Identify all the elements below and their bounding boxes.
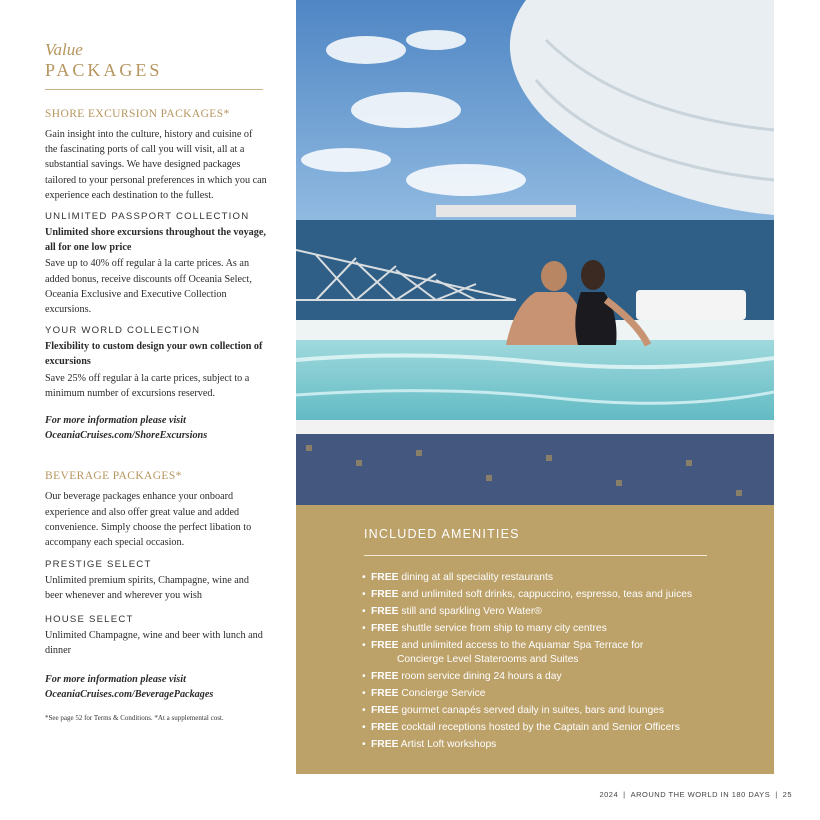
footer-year: 2024: [599, 790, 619, 799]
included-amenities-panel: [296, 505, 774, 774]
amenity-text: cocktail receptions hosted by the Captain and Senior Officers: [398, 722, 680, 733]
shore-more-info-line: For more information please visit: [45, 415, 186, 427]
free-label: FREE: [371, 671, 399, 682]
free-label: FREE: [371, 623, 399, 634]
amenity-text: shuttle service from ship to many city centres: [398, 623, 607, 634]
bullet-icon: •: [362, 572, 366, 583]
free-label: FREE: [371, 705, 399, 716]
free-label: FREE: [371, 688, 399, 699]
amenity-text: dining at all speciality restaurants: [398, 572, 554, 583]
bullet-icon: •: [362, 722, 366, 733]
amenity-text: and unlimited access to the Aquamar Spa Terrace for: [398, 640, 644, 651]
house-heading: HOUSE SELECT: [45, 613, 134, 625]
bullet-icon: •: [362, 623, 366, 634]
page-title: PACKAGES: [45, 60, 163, 80]
beverage-intro: Our beverage packages enhance your onboard experience and also offer great value and added convenience. Simply choose the perfect libation to accompany each special occasion.: [45, 491, 252, 549]
left-column: [45, 40, 267, 722]
amenity-text: gourmet canapés served daily in suites, bars and lounges: [398, 705, 665, 716]
amenity-text: and unlimited soft drinks, cappuccino, espresso, teas and juices: [398, 589, 693, 600]
amenity-item: [362, 670, 762, 684]
prestige-heading: PRESTIGE SELECT: [45, 559, 152, 571]
bullet-icon: •: [362, 671, 366, 682]
amenity-text: Concierge Service: [398, 688, 486, 699]
bullet-icon: •: [362, 739, 366, 750]
amenity-text: still and sparkling Vero Water®: [398, 606, 542, 617]
bullet-icon: •: [362, 606, 366, 617]
amenities-title: INCLUDED AMENITIES: [364, 527, 520, 541]
hot-tub-illustration: [296, 0, 774, 505]
amenity-item: [362, 704, 762, 718]
footnote: *See page 52 for Terms & Conditions. *At a supplemental cost.: [45, 714, 224, 723]
amenity-text-continued: Concierge Level Staterooms and Suites: [397, 654, 579, 665]
bullet-icon: •: [362, 688, 366, 699]
amenity-item: [362, 721, 762, 735]
passport-text: Save up to 40% off regular à la carte prices. As an added bonus, receive discounts off Oceania Select, Oceania Exclusive and Executive Collection excursions.: [45, 258, 252, 316]
shore-excursion-heading: SHORE EXCURSION PACKAGES*: [45, 108, 230, 120]
beverage-more-info[interactable]: [45, 672, 267, 702]
amenity-item: [362, 687, 762, 701]
bullet-icon: •: [362, 705, 366, 716]
free-label: FREE: [371, 572, 399, 583]
amenity-text: room service dining 24 hours a day: [398, 671, 562, 682]
amenity-item: [362, 571, 762, 585]
shore-more-info-link[interactable]: OceaniaCruises.com/ShoreExcursions: [45, 430, 208, 442]
amenity-item: [362, 738, 762, 752]
page-number: 25: [782, 790, 792, 799]
amenities-list: [362, 571, 762, 755]
free-label: FREE: [371, 589, 399, 600]
passport-bold: Unlimited shore excursions throughout the voyage, all for one low price: [45, 227, 266, 254]
footer-separator: |: [775, 790, 778, 799]
free-label: FREE: [371, 739, 399, 750]
footer-separator: |: [623, 790, 626, 799]
title-divider: [45, 89, 263, 90]
page-title-italic: Value: [45, 40, 83, 59]
amenity-item: [362, 639, 762, 667]
free-label: FREE: [371, 640, 399, 651]
amenities-divider: [364, 555, 707, 556]
passport-heading: UNLIMITED PASSPORT COLLECTION: [45, 211, 250, 223]
house-text: Unlimited Champagne, wine and beer with lunch and dinner: [45, 629, 263, 656]
prestige-text: Unlimited premium spirits, Champagne, wine and beer whenever and wherever you wish: [45, 575, 249, 602]
world-text: Save 25% off regular à la carte prices, subject to a minimum number of excursions reserved.: [45, 372, 250, 399]
beverage-heading: BEVERAGE PACKAGES*: [45, 470, 182, 483]
beverage-more-info-line: For more information please visit: [45, 674, 186, 686]
amenity-item: [362, 588, 762, 602]
free-label: FREE: [371, 722, 399, 733]
beverage-more-info-link[interactable]: OceaniaCruises.com/BeveragePackages: [45, 689, 214, 701]
shore-intro: Gain insight into the culture, history and cuisine of the fascinating ports of call you will visit, all at a substantial savings. We have designed packages tailored to your personal preferences in which you can experience each destination to the fullest.: [45, 129, 267, 201]
free-label: FREE: [371, 606, 399, 617]
world-bold: Flexibility to custom design your own collection of excursions: [45, 341, 263, 368]
page-footer: [599, 790, 792, 799]
bullet-icon: •: [362, 589, 366, 600]
bullet-icon: •: [362, 640, 366, 651]
world-heading: YOUR WORLD COLLECTION: [45, 325, 201, 337]
hot-tub-photo: [296, 0, 774, 505]
shore-more-info[interactable]: [45, 413, 267, 443]
amenity-item: [362, 605, 762, 619]
amenity-text: Artist Loft workshops: [398, 739, 497, 750]
footer-title: AROUND THE WORLD IN 180 DAYS: [630, 790, 771, 799]
amenity-item: [362, 622, 762, 636]
